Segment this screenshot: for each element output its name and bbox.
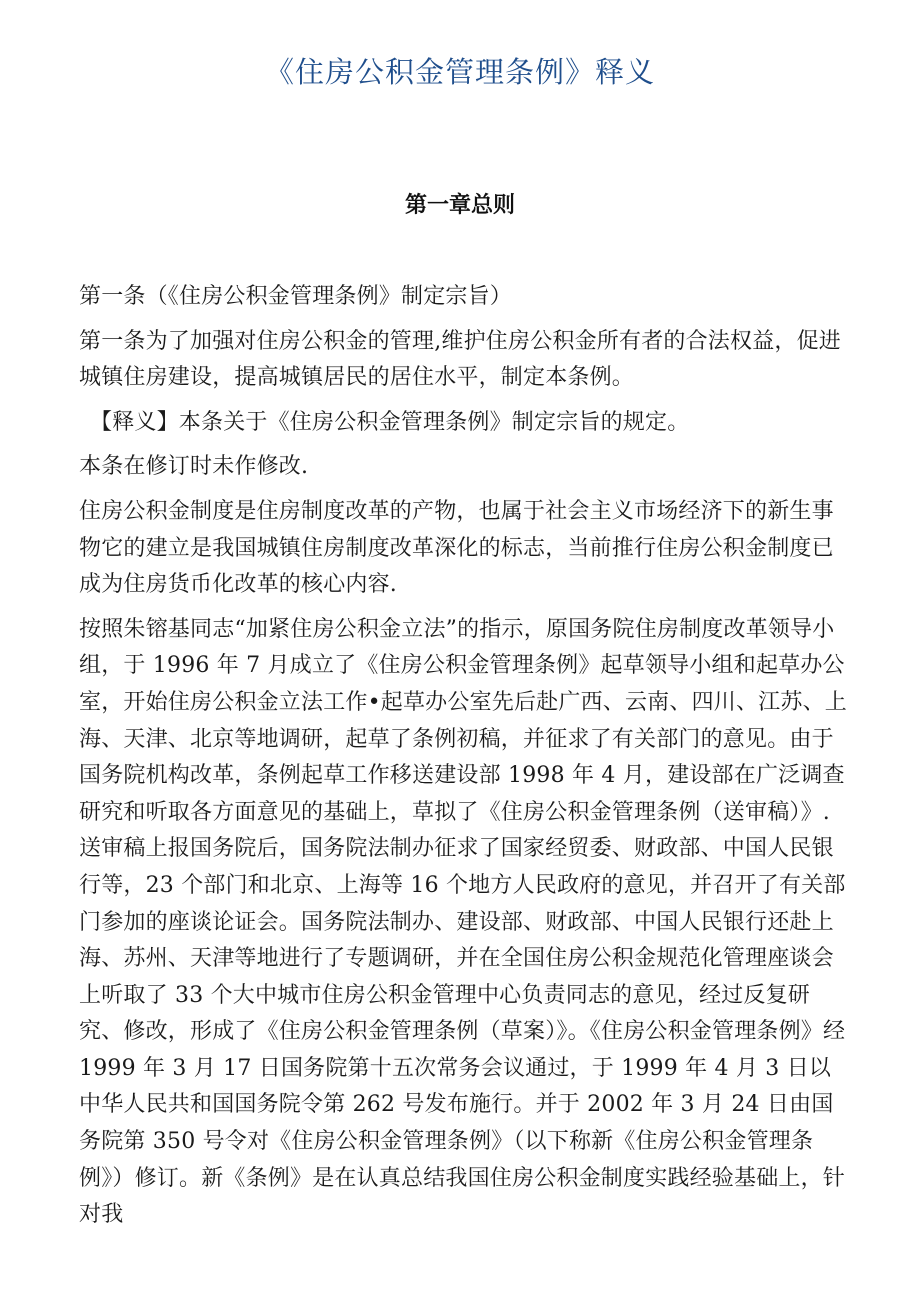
article-heading: 第一条（《住房公积金管理条例》制定宗旨）: [79, 284, 513, 309]
document-body: [79, 279, 847, 1242]
body-paragraph: 本条在修订时未作修改.: [79, 454, 309, 480]
chapter-heading: 第一章总则: [404, 193, 515, 218]
body-paragraph: 住房公积金制度是住房制度改革的产物，也属于社会主义市场经济下的新生事物它的建立是我国城镇住房制度改革深化的标志，当前推行住房公积金制度已成为住房货币化改革的核心内容.: [79, 498, 834, 598]
article-text: 第一条为了加强对住房公积金的管理,维护住房公积金所有者的合法权益，促进城镇住房建设，提高城镇居民的居住水平，制定本条例。: [79, 328, 841, 391]
interpretation-paragraph: 【释义】本条关于《住房公积金管理条例》制定宗旨的规定。: [90, 409, 690, 435]
body-paragraph: 按照朱镕基同志“加紧住房公积金立法”的指示，原国务院住房制度改革领导小组，于 1996 年 7 月成立了《住房公积金管理条例》起草领导小组和起草办公室，开始住房公积金立法工作•起草办公室先后赴广西、云南、四川、江苏、上海、天津、北京等地调研，起草了条例初稿，并征求了有关部门的意见。由于国务院机构改革，条例起草工作移送建设部 1998 年 4 月，建设部在广泛调查研究和听取各方面意见的基础上，草拟了《住房公积金管理条例（送审稿）》.送审稿上报国务院后，国务院法制办征求了国家经贸委、财政部、中国人民银行等，23 个部门和北京、上海等 16 个地方人民政府的意见，并召开了有关部门参加的座谈论证会。国务院法制办、建设部、财政部、中国人民银行还赴上海、苏州、天津等地进行了专题调研，并在全国住房公积金规范化管理座谈会上听取了 33 个大中城市住房公积金管理中心负责同志的意见，经过反复研究、修改，形成了《住房公积金管理条例（草案）》。《住房公积金管理条例》经 1999 年 3 月 17 日国务院第十五次常务会议通过，于 1999 年 4 月 3 日以中华人民共和国国务院令第 262 号发布施行。并于 2002 年 3 月 24 日由国务院第 350 号令对《住房公积金管理条例》（以下称新《住房公积金管理条例》）修订。新《条例》是在认真总结我国住房公积金制度实践经验基础上，针对我: [79, 616, 847, 1228]
document-title: 《住房公积金管理条例》释义: [264, 55, 655, 89]
